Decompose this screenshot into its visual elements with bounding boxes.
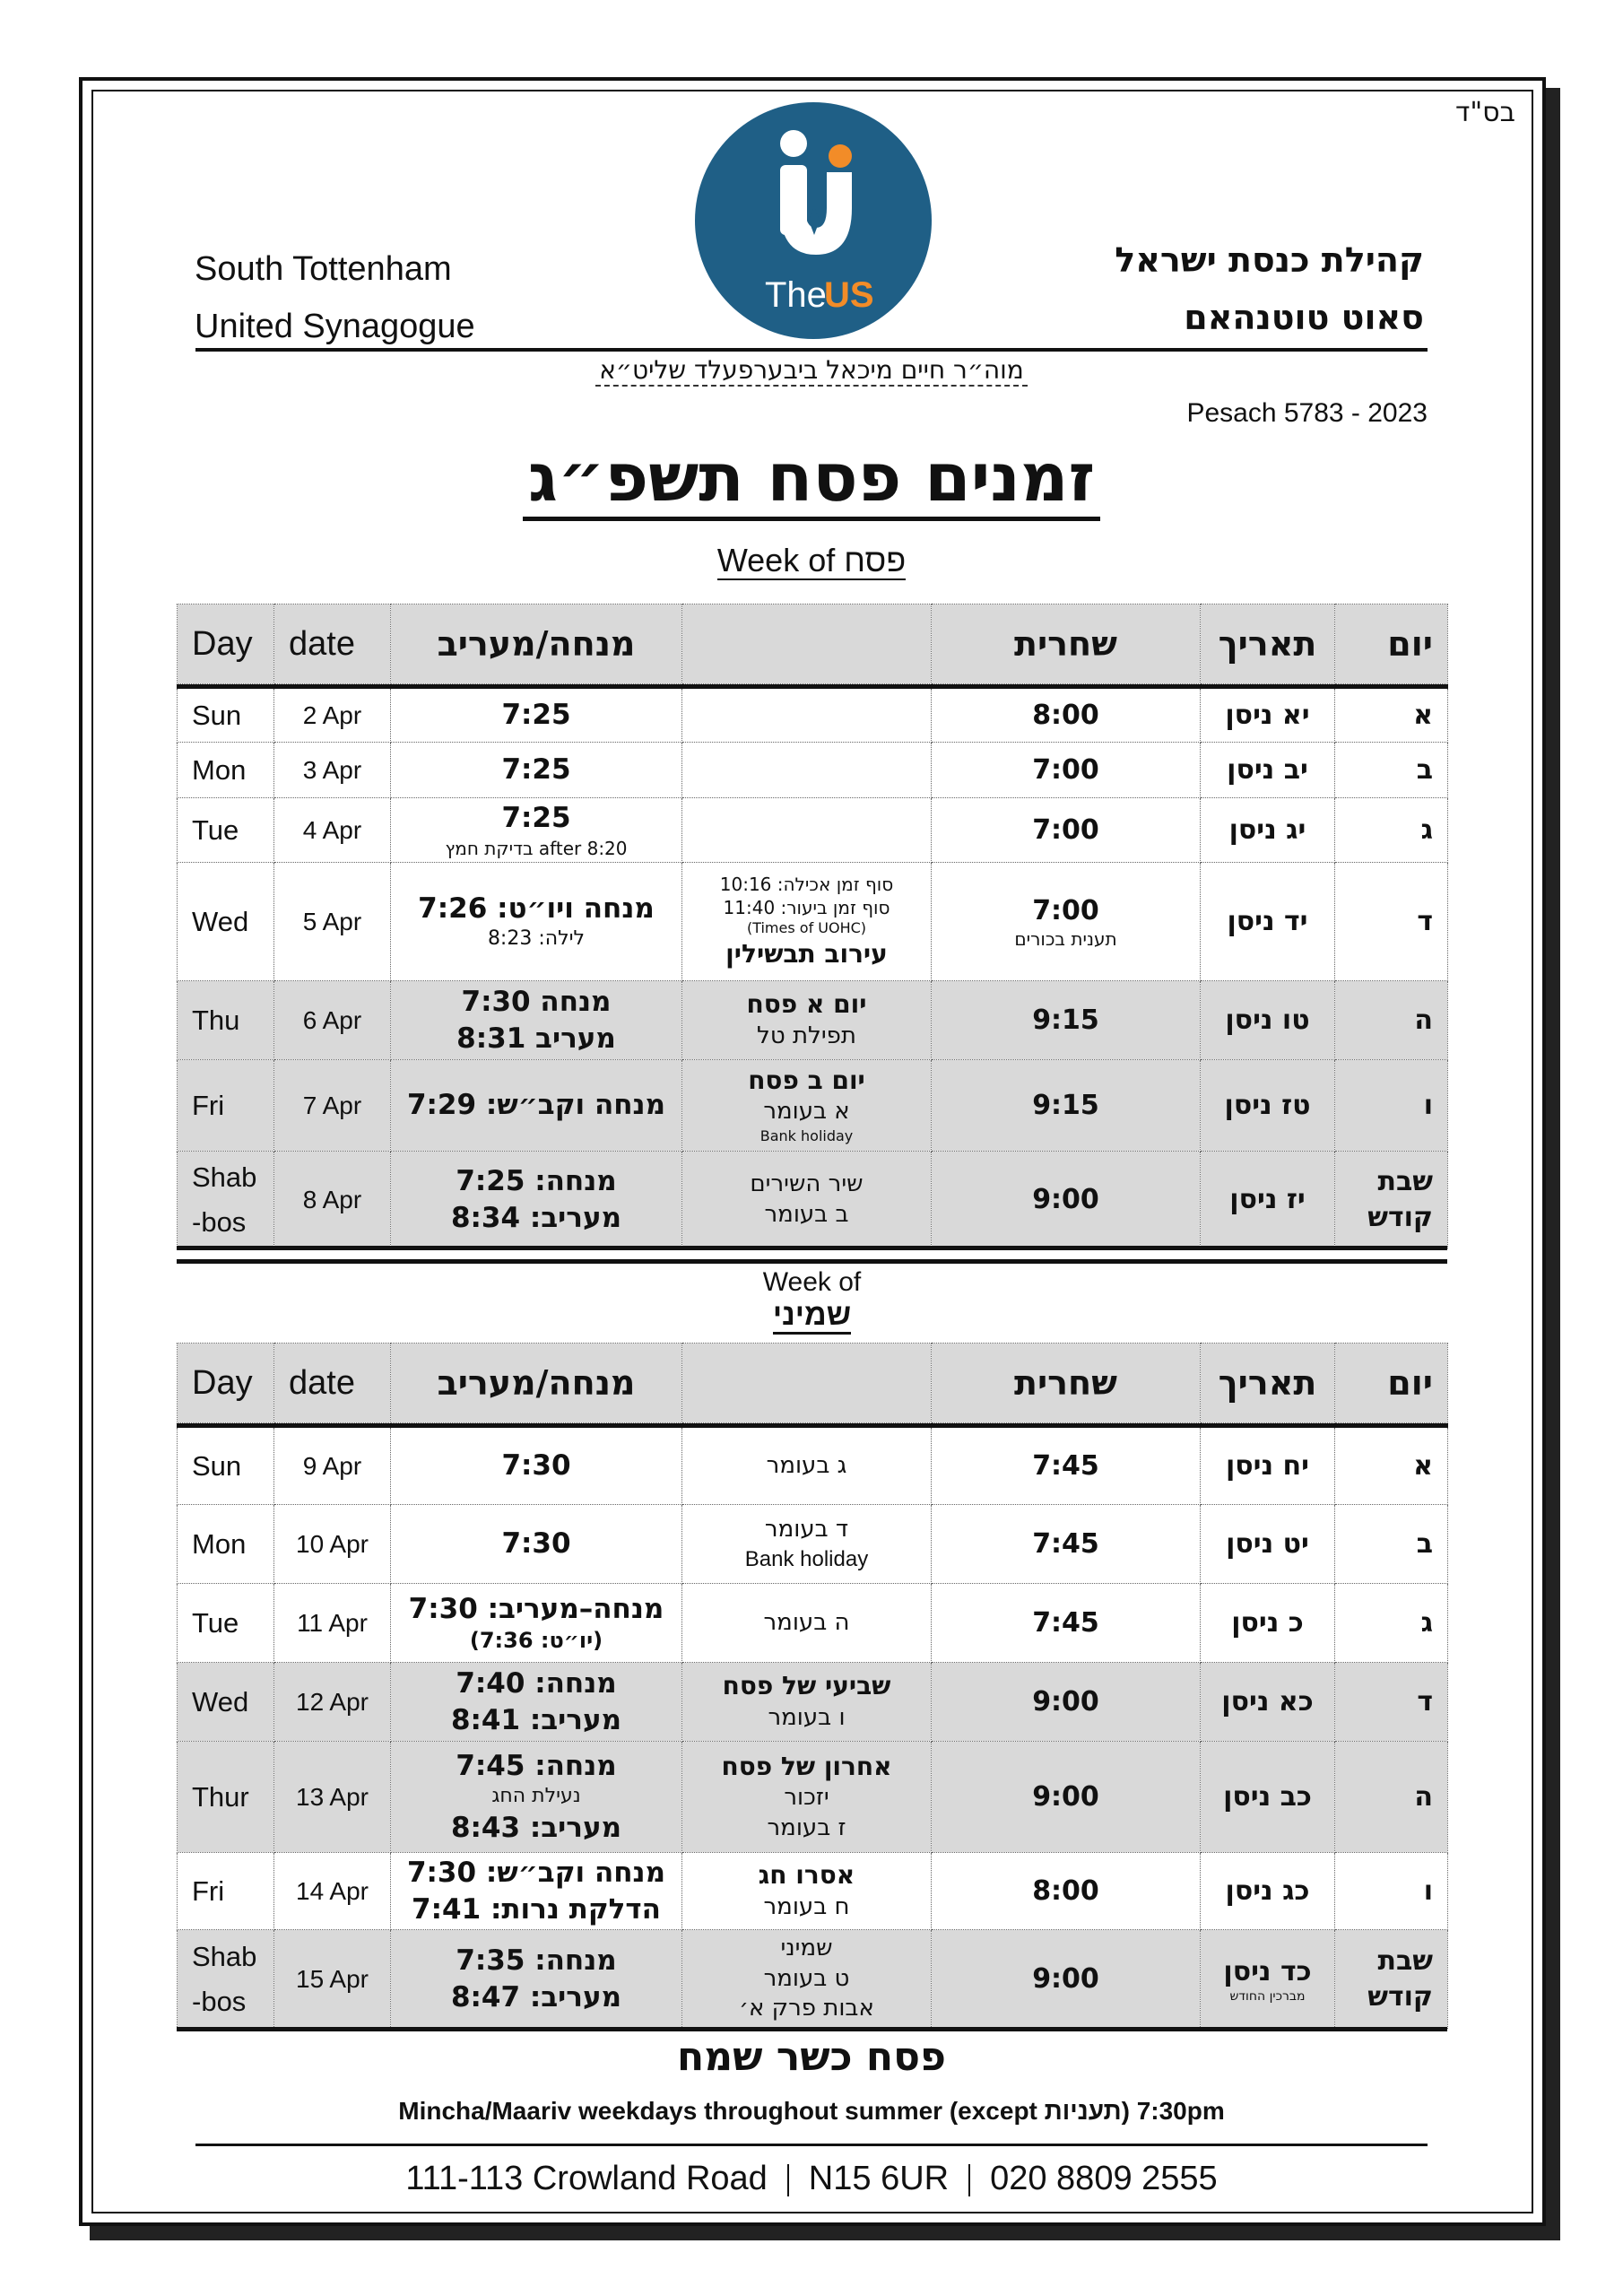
week1-schedule-table: [177, 604, 1448, 1248]
cell-shacharis: 9:15: [932, 981, 1201, 1060]
cell-yom: ב: [1335, 743, 1448, 798]
cell-date: 10 Apr: [274, 1505, 391, 1584]
footer-separator: [787, 2164, 789, 2196]
footer-divider: [195, 2144, 1428, 2146]
cell-mincha-maariv: מנחה ויו״ט: 7:26 לילה: 8:23: [391, 863, 682, 981]
cell-note: [682, 687, 932, 743]
table-row: [178, 798, 1448, 863]
english-name-line2: United Synagogue: [195, 308, 475, 345]
cell-date: 8 Apr: [274, 1152, 391, 1248]
cell-note: [682, 798, 932, 863]
cell-taarich: יד ניסן: [1201, 863, 1335, 981]
table-row: [178, 1742, 1448, 1853]
cell-date: 4 Apr: [274, 798, 391, 863]
phone-number: 020 8809 2555: [990, 2160, 1218, 2197]
cell-shacharis: 7:45: [932, 1505, 1201, 1584]
table-row: [178, 1584, 1448, 1663]
address: 111-113 Crowland Road: [405, 2160, 768, 2197]
cell-shacharis: 7:00: [932, 798, 1201, 863]
cell-date: 7 Apr: [274, 1060, 391, 1152]
english-synagogue-name: [195, 240, 475, 355]
cell-shacharis: 8:00: [932, 1853, 1201, 1930]
cell-mincha-maariv: מנחה וקב״ש: 7:30 הדלקת נרות: 7:41: [391, 1853, 682, 1930]
logo-dot-left: [780, 130, 807, 157]
cell-yom: ו: [1335, 1853, 1448, 1930]
col-date: date: [274, 1344, 391, 1423]
week1-title: [0, 542, 1623, 579]
table-row: [178, 687, 1448, 743]
cell-yom: ה: [1335, 981, 1448, 1060]
table-row: [178, 1930, 1448, 2029]
cell-mincha-maariv: מנחה: 7:35 מעריב: 8:47: [391, 1930, 682, 2029]
cell-mincha-maariv: מנחה–מעריב: 7:30 (יו״ט: 7:36): [391, 1584, 682, 1663]
cell-day: Thu: [178, 981, 274, 1060]
cell-day: Wed: [178, 1663, 274, 1742]
cell-taarich: יג ניסן: [1201, 798, 1335, 863]
cell-mincha-maariv: 7:30: [391, 1505, 682, 1584]
cell-taarich: יט ניסן: [1201, 1505, 1335, 1584]
cell-mincha-maariv: 7:25 after 8:20 בדיקת חמץ: [391, 798, 682, 863]
cell-taarich: יח ניסן: [1201, 1426, 1335, 1505]
cell-shacharis: 7:00: [932, 743, 1201, 798]
cell-day: Shab -bos: [178, 1152, 274, 1248]
cell-taarich: כ ניסן: [1201, 1584, 1335, 1663]
cell-yom: ג: [1335, 1584, 1448, 1663]
table-row: [178, 1060, 1448, 1152]
week2-title-heb-wrap: [177, 1298, 1447, 1333]
cell-shacharis: 7:00 תענית בכורים: [932, 863, 1201, 981]
cell-mincha-maariv: 7:30: [391, 1426, 682, 1505]
cell-date: 6 Apr: [274, 981, 391, 1060]
week2-title-prefix: Week of: [762, 1267, 862, 1297]
logo-text-us: US: [824, 275, 874, 315]
cell-yom: ג: [1335, 798, 1448, 863]
col-note: [682, 604, 932, 684]
summer-schedule-note: Mincha/Maariv weekdays throughout summer (except תעניות) 7:30pm: [398, 2097, 1225, 2125]
rabbi-name: מוה״ר חיים מיכאל ביבערפעלד שליט״א: [595, 355, 1028, 387]
cell-yom: שבת קודש: [1335, 1152, 1448, 1248]
col-shacharis: שחרית: [932, 1344, 1201, 1423]
cell-day: Fri: [178, 1853, 274, 1930]
cell-shacharis: 7:45: [932, 1584, 1201, 1663]
header-divider: [195, 348, 1428, 352]
cell-date: 2 Apr: [274, 687, 391, 743]
season-label: Pesach 5783 - 2023: [1186, 398, 1428, 428]
cell-mincha-maariv: מנחה וקב״ש: 7:29: [391, 1060, 682, 1152]
cell-day: Mon: [178, 743, 274, 798]
cell-day: Mon: [178, 1505, 274, 1584]
week1-title-heb: פסח: [844, 542, 907, 578]
cell-date: 3 Apr: [274, 743, 391, 798]
col-day: Day: [178, 1344, 274, 1423]
cell-taarich: כג ניסן: [1201, 1853, 1335, 1930]
col-mincha-maariv: מנחה/מעריב: [391, 604, 682, 684]
col-taarich: תאריך: [1201, 604, 1335, 684]
cell-yom: א: [1335, 687, 1448, 743]
table-row: [178, 1663, 1448, 1742]
cell-day: Shab -bos: [178, 1930, 274, 2029]
cell-taarich: טו ניסן: [1201, 981, 1335, 1060]
cell-date: 9 Apr: [274, 1426, 391, 1505]
cell-day: Fri: [178, 1060, 274, 1152]
cell-note: ד בעומר Bank holiday: [682, 1505, 932, 1584]
week1-header-row: [178, 604, 1448, 684]
week2-title: [177, 1262, 1447, 1343]
cell-mincha-maariv: מנחה: 7:45 נעילת החג מעריב: 8:43: [391, 1742, 682, 1853]
cell-yom: שבת קודש: [1335, 1930, 1448, 2029]
cell-note: אחרון של פסח יזכור ז בעומר: [682, 1742, 932, 1853]
cell-taarich: יב ניסן: [1201, 743, 1335, 798]
cell-shacharis: 9:00: [932, 1152, 1201, 1248]
hebrew-name-line1: קהילת כנסת ישראל: [1115, 240, 1424, 280]
table-row: [178, 743, 1448, 798]
col-note: [682, 1344, 932, 1423]
col-taarich: תאריך: [1201, 1344, 1335, 1423]
cell-day: Wed: [178, 863, 274, 981]
col-yom: יום: [1335, 1344, 1448, 1423]
table-row: [178, 981, 1448, 1060]
table-row: [178, 863, 1448, 981]
col-yom: יום: [1335, 604, 1448, 684]
rabbi-line: [0, 355, 1623, 385]
cell-taarich: יא ניסן: [1201, 687, 1335, 743]
cell-note: שביעי של פסח ו בעומר: [682, 1663, 932, 1742]
pesach-greeting: פסח כשר שמח: [677, 2034, 946, 2080]
week1-title-prefix: Week of: [716, 542, 836, 578]
col-shacharis: שחרית: [932, 604, 1201, 684]
cell-yom: ד: [1335, 1663, 1448, 1742]
cell-yom: ב: [1335, 1505, 1448, 1584]
logo-dot-orange: [829, 144, 852, 168]
cell-taarich: כא ניסן: [1201, 1663, 1335, 1742]
cell-note: ה בעומר: [682, 1584, 932, 1663]
cell-taarich: כד ניסן מברכין החודש: [1201, 1930, 1335, 2029]
col-day: Day: [178, 604, 274, 684]
cell-note: סוף זמן אכילה: 10:16 סוף זמן ביעור: 11:40 (Times of UOHC) עירוב תבשילין: [682, 863, 932, 981]
cell-date: 13 Apr: [274, 1742, 391, 1853]
table-row: [178, 1152, 1448, 1248]
cell-shacharis: 9:00: [932, 1742, 1201, 1853]
cell-date: 12 Apr: [274, 1663, 391, 1742]
cell-day: Sun: [178, 687, 274, 743]
hebrew-synagogue-name: [1115, 231, 1424, 346]
cell-mincha-maariv: מנחה 7:30 מעריב 8:31: [391, 981, 682, 1060]
postcode: N15 6UR: [808, 2160, 950, 2197]
week2-header-row: [178, 1344, 1448, 1423]
cell-note: [682, 743, 932, 798]
cell-day: Thur: [178, 1742, 274, 1853]
table-row: [178, 1853, 1448, 1930]
week-divider: [177, 1246, 1447, 1264]
cell-shacharis: 9:00: [932, 1663, 1201, 1742]
table-bottom-rule: [177, 2027, 1447, 2031]
cell-note: שיר השירים ב בעומר: [682, 1152, 932, 1248]
footer-separator: [968, 2164, 970, 2196]
table-row: [178, 1505, 1448, 1584]
col-date: date: [274, 604, 391, 684]
cell-taarich: יז ניסן: [1201, 1152, 1335, 1248]
cell-date: 5 Apr: [274, 863, 391, 981]
week2-schedule-table: [177, 1343, 1448, 2029]
cell-note: יום ב פסח א בעומר Bank holiday: [682, 1060, 932, 1152]
cell-note: ג בעומר: [682, 1426, 932, 1505]
cell-note: יום א פסח תפילת טל: [682, 981, 932, 1060]
cell-taarich: טז ניסן: [1201, 1060, 1335, 1152]
logo-text-the: The: [765, 275, 827, 315]
cell-day: Sun: [178, 1426, 274, 1505]
page-title: [0, 439, 1623, 517]
bsd-mark: בס"ד: [1455, 97, 1515, 128]
cell-date: 15 Apr: [274, 1930, 391, 2029]
cell-date: 14 Apr: [274, 1853, 391, 1930]
cell-yom: ו: [1335, 1060, 1448, 1152]
cell-shacharis: 7:45: [932, 1426, 1201, 1505]
table-row: [178, 1426, 1448, 1505]
col-mincha-maariv: מנחה/מעריב: [391, 1344, 682, 1423]
cell-shacharis: 9:00: [932, 1930, 1201, 2029]
cell-mincha-maariv: 7:25: [391, 687, 682, 743]
cell-mincha-maariv: מנחה: 7:40 מעריב: 8:41: [391, 1663, 682, 1742]
cell-taarich: כב ניסן: [1201, 1742, 1335, 1853]
cell-yom: ה: [1335, 1742, 1448, 1853]
cell-day: Tue: [178, 798, 274, 863]
cell-day: Tue: [178, 1584, 274, 1663]
cell-yom: א: [1335, 1426, 1448, 1505]
cell-note: אסרו חג ח בעומר: [682, 1853, 932, 1930]
cell-mincha-maariv: מנחה: 7:25 מעריב: 8:34: [391, 1152, 682, 1248]
week2-title-heb: שמיני: [773, 1298, 851, 1335]
page-title-text: זמנים פסח תשפ״ג: [523, 439, 1100, 521]
english-name-line1: South Tottenham: [195, 250, 452, 288]
cell-shacharis: 8:00: [932, 687, 1201, 743]
hebrew-name-line2: סאוט טוטנהאם: [1184, 298, 1424, 337]
cell-mincha-maariv: 7:25: [391, 743, 682, 798]
cell-note: שמיני ט בעומר אבות פרק א׳: [682, 1930, 932, 2029]
cell-date: 11 Apr: [274, 1584, 391, 1663]
cell-shacharis: 9:15: [932, 1060, 1201, 1152]
contact-footer: [0, 2160, 1623, 2198]
synagogue-logo: [693, 100, 933, 341]
cell-yom: ד: [1335, 863, 1448, 981]
